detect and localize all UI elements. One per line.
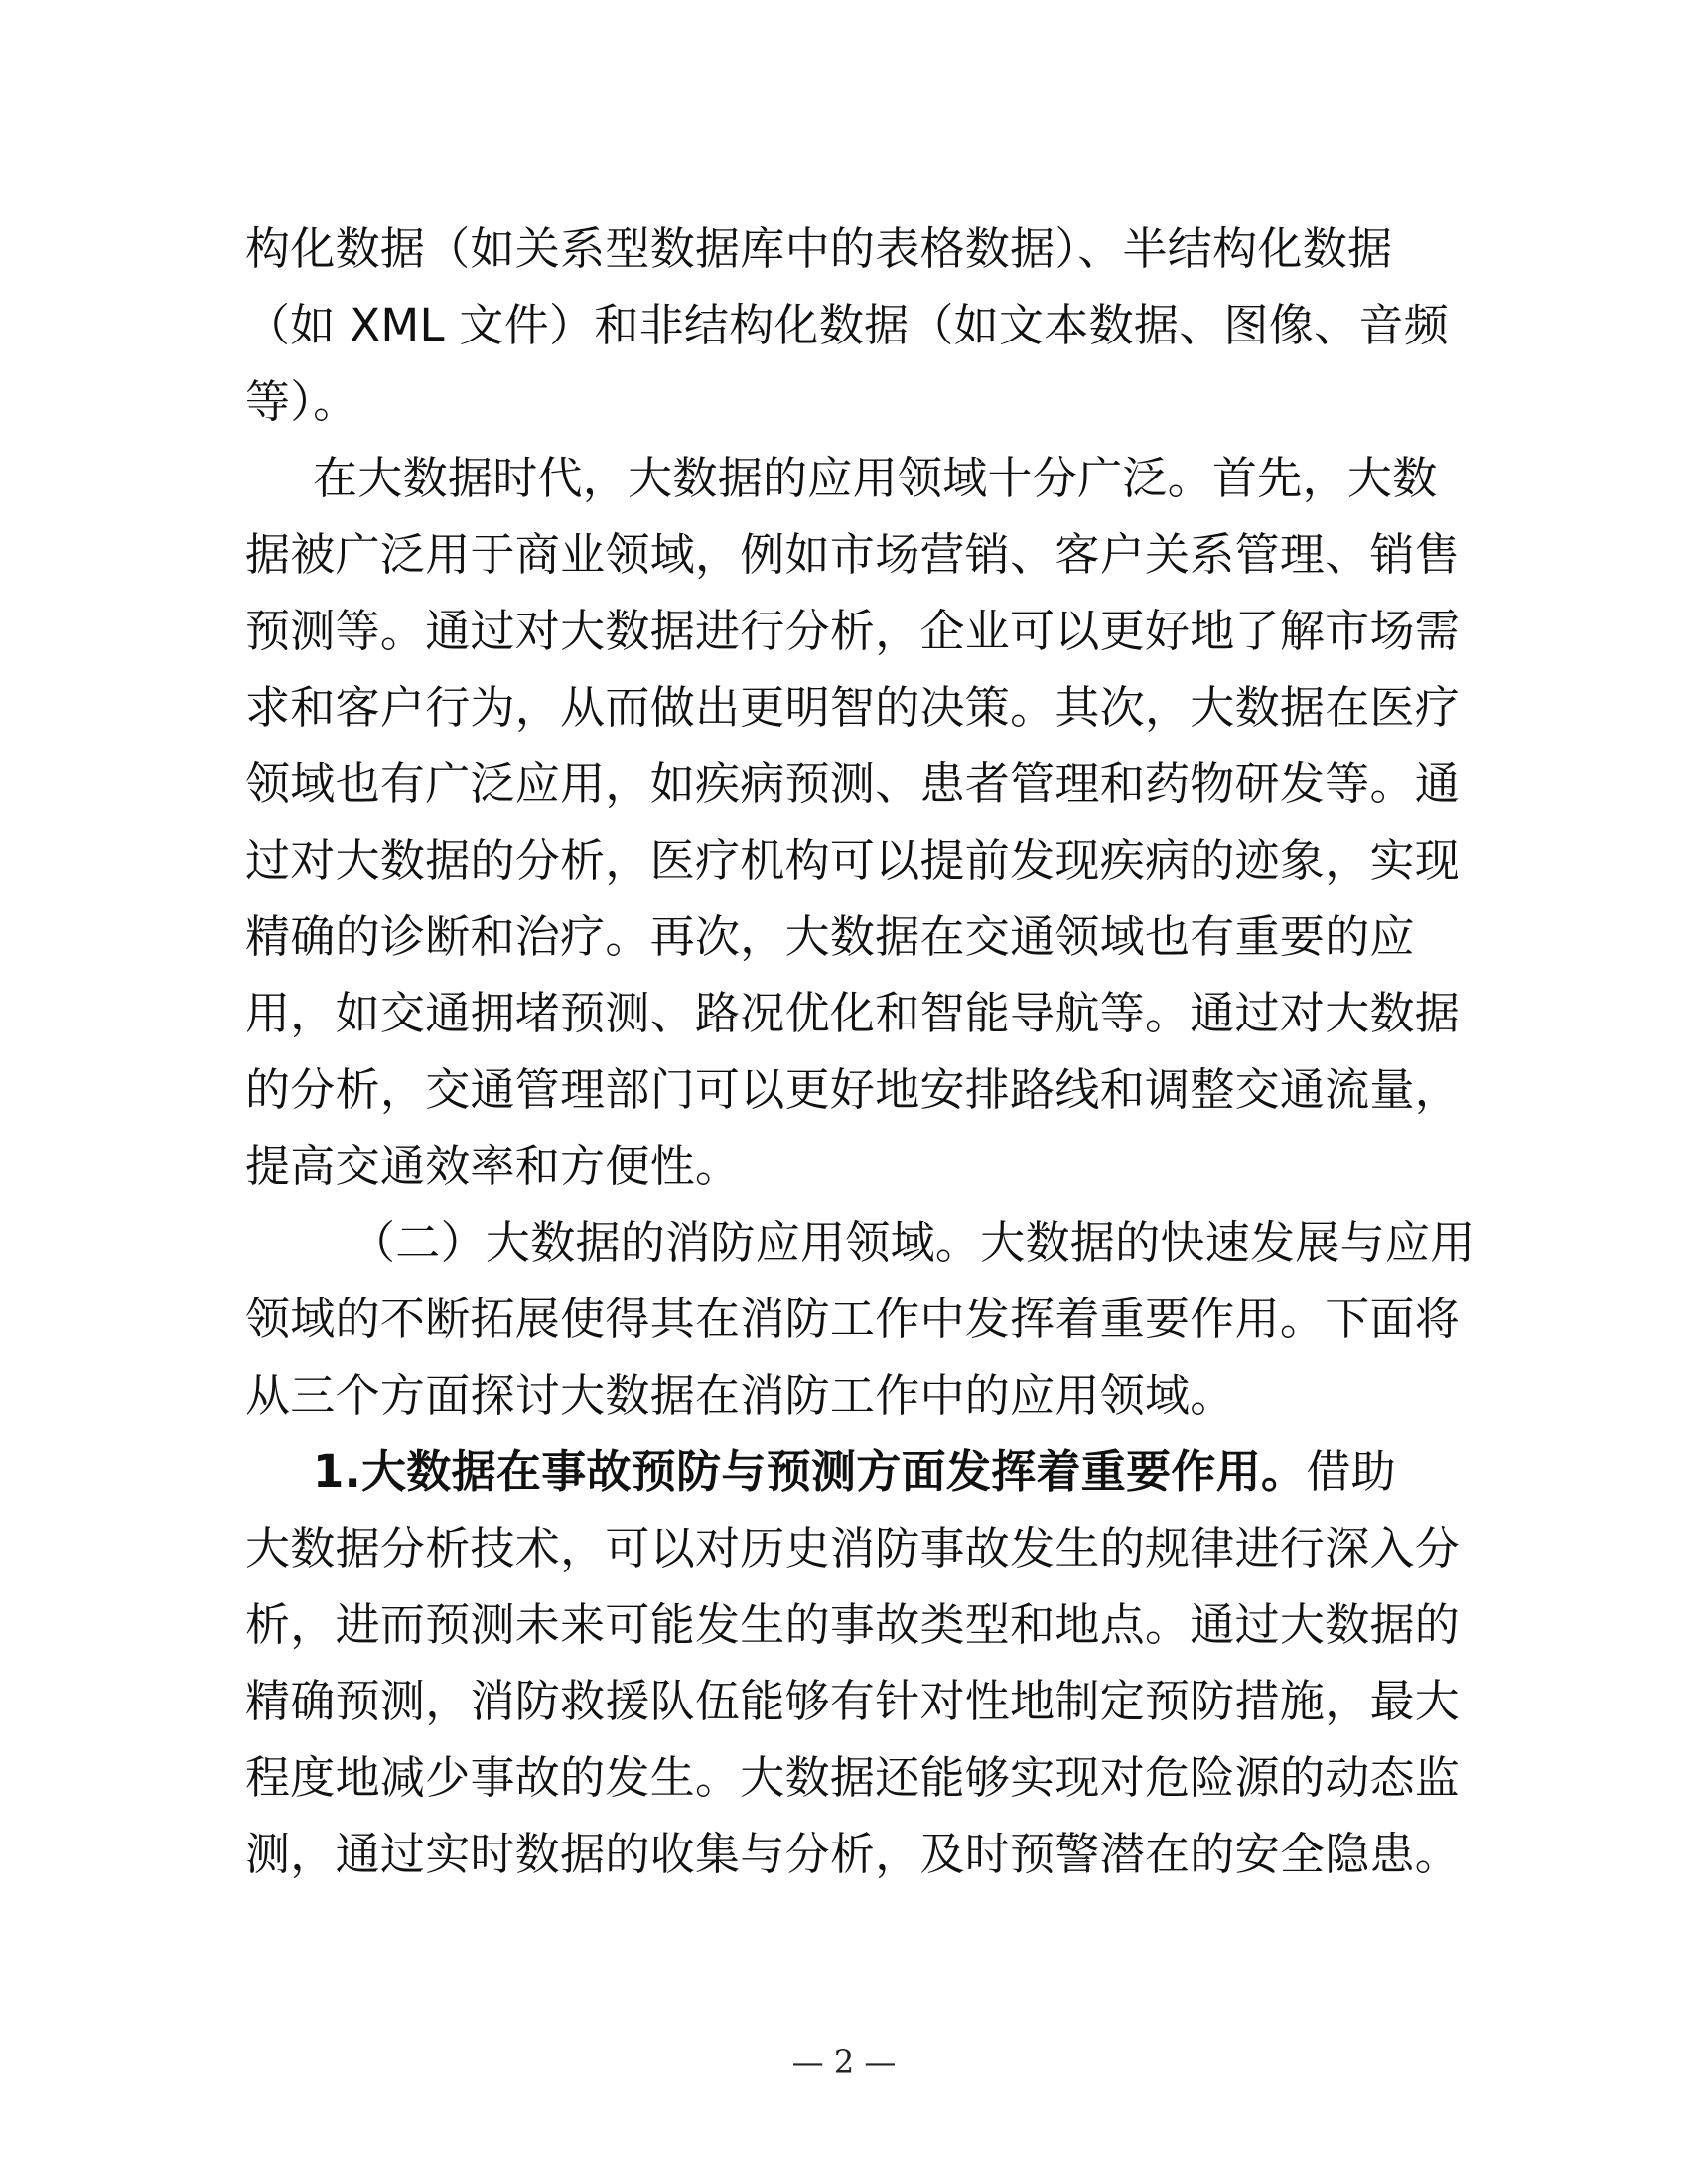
text-line: （如 XML 文件）和非结构化数据（如文本数据、图像、音频 — [245, 299, 1450, 351]
section-heading-line: （二）大数据的消防应用领域。大数据的快速发展与应用 — [351, 1216, 1476, 1269]
text-line: 从三个方面探讨大数据在消防工作中的应用领域。 — [245, 1369, 1235, 1422]
text-line: 测，通过实时数据的收集与分析，及时预警潜在的安全隐患。 — [245, 1828, 1461, 1880]
text-line: 用，如交通拥堵预测、路况优化和智能导航等。通过对大数据 — [245, 987, 1461, 1039]
text-line: 析，进而预测未来可能发生的事故类型和地点。通过大数据的 — [245, 1598, 1461, 1651]
text-line: 据被广泛用于商业领域，例如市场营销、客户关系管理、销售 — [245, 528, 1461, 581]
bold-heading: 1.大数据在事故预防与预测方面发挥着重要作用。 — [313, 1445, 1307, 1498]
subsection-line — [245, 1433, 1437, 1510]
body-text — [245, 210, 1476, 1892]
text-line: 精确预测，消防救援队伍能够有针对性地制定预防措施，最大 — [245, 1675, 1461, 1727]
text-line: 的分析，交通管理部门可以更好地安排路线和调整交通流量， — [245, 1063, 1461, 1116]
text-line: 大数据分析技术，可以对历史消防事故发生的规律进行深入分 — [245, 1522, 1461, 1574]
heading-continuation: 借助 — [1306, 1445, 1396, 1498]
text-line: 预测等。通过对大数据进行分析，企业可以更好地了解市场需 — [245, 605, 1461, 657]
text-line: 构化数据（如关系型数据库中的表格数据）、半结构化数据 — [245, 222, 1393, 275]
text-line: 精确的诊断和治疗。再次，大数据在交通领域也有重要的应 — [245, 910, 1415, 963]
paragraph-start-line: 在大数据时代，大数据的应用领域十分广泛。首先，大数 — [313, 452, 1438, 504]
text-line: 领域的不断拓展使得其在消防工作中发挥着重要作用。下面将 — [245, 1293, 1461, 1345]
text-line: 提高交通效率和方便性。 — [245, 1140, 741, 1192]
text-line: 程度地减少事故的发生。大数据还能够实现对危险源的动态监 — [245, 1751, 1461, 1804]
text-line: 过对大数据的分析，医疗机构可以提前发现疾病的迹象，实现 — [245, 834, 1461, 887]
page-number: — 2 — — [791, 2043, 897, 2081]
text-line: 等）。 — [245, 375, 358, 428]
text-line: 求和客户行为，从而做出更明智的决策。其次，大数据在医疗 — [245, 681, 1461, 734]
text-line: 领域也有广泛应用，如疾病预测、患者管理和药物研发等。通 — [245, 757, 1461, 810]
